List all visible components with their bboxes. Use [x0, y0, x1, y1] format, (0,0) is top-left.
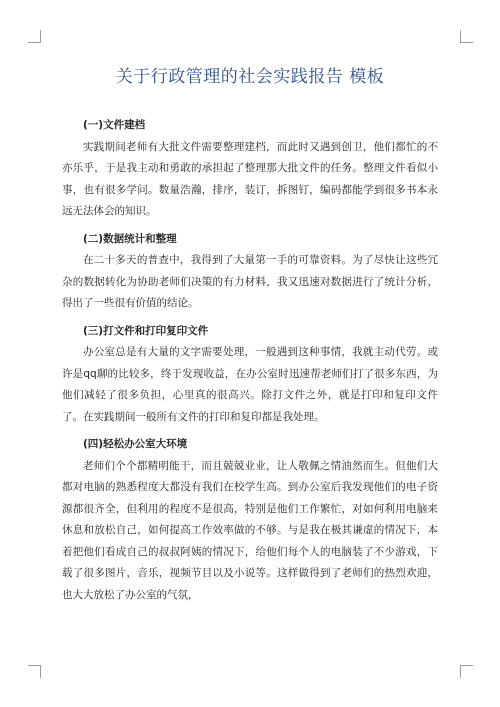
section-paragraph-4: 老师们个个都精明能干，而且兢兢业业，让人敬佩之情油然而生。但他们大都对电脑的熟悉程度大都没有我们在校学生高。到办公室后我发现他们的电子资源都很齐全，但利用的程度不是很高，特别是他们工作繁忙，对如何利用电脑来休息和放松自己，如何提高工作效率做的不够。与是我在极其谦虚的情况下，本着把他们看成自己的叔叔阿姨的情况下，给他们每个人的电脑装了不少游戏，下载了很多图片，音乐，视频节目以及小说等。这样做得到了老师们的热烈欢迎，也大大放松了办公室的气氛，	[62, 459, 438, 601]
crop-mark-top-right	[460, 30, 473, 43]
crop-mark-top-left	[28, 30, 41, 43]
section-heading-1: (一)文件建档	[83, 119, 146, 131]
document-body	[62, 115, 438, 612]
section-paragraph-2: 在二十多天的普查中，我得到了大量第一手的可靠资料。为了尽快让这些冗杂的数据转化为协助老师们决策的有力材料，我又迅速对数据进行了统计分析，得出了一些很有价值的结论。	[62, 254, 438, 309]
crop-mark-bottom-left	[28, 665, 41, 678]
section-heading-3: (三)打文件和打印复印文件	[83, 324, 209, 337]
crop-mark-bottom-right	[460, 665, 473, 678]
document-title: 关于行政管理的社会实践报告 模板	[115, 67, 385, 87]
section-heading-2: (二)数据统计和整理	[83, 232, 177, 245]
section-heading-4: (四)轻松办公室大环境	[83, 438, 188, 450]
section-paragraph-1: 实践期间老师有大批文件需要整理建档，而此时又遇到创卫，他们都忙的不亦乐乎，于是我主动和勇敢的承担起了整理那大批文件的任务。整理文件看似小事，也有很多学问。数量浩瀚，排序，装订，拆图钉，编码都能学到很多书本永远无法体会的知识。	[62, 140, 438, 217]
section-paragraph-3: 办公室总是有大量的文字需要处理，一般遇到这种事情，我就主动代劳。或许是qq聊的比较多，终于发现收益，在办公室时迅速帮老师们打了很多东西，为他们减轻了很多负担，心里真的很高兴。除打文件之外，就是打印和复印文件了。在实践期间一般所有文件的打印和复印都是我处理。	[62, 346, 438, 423]
